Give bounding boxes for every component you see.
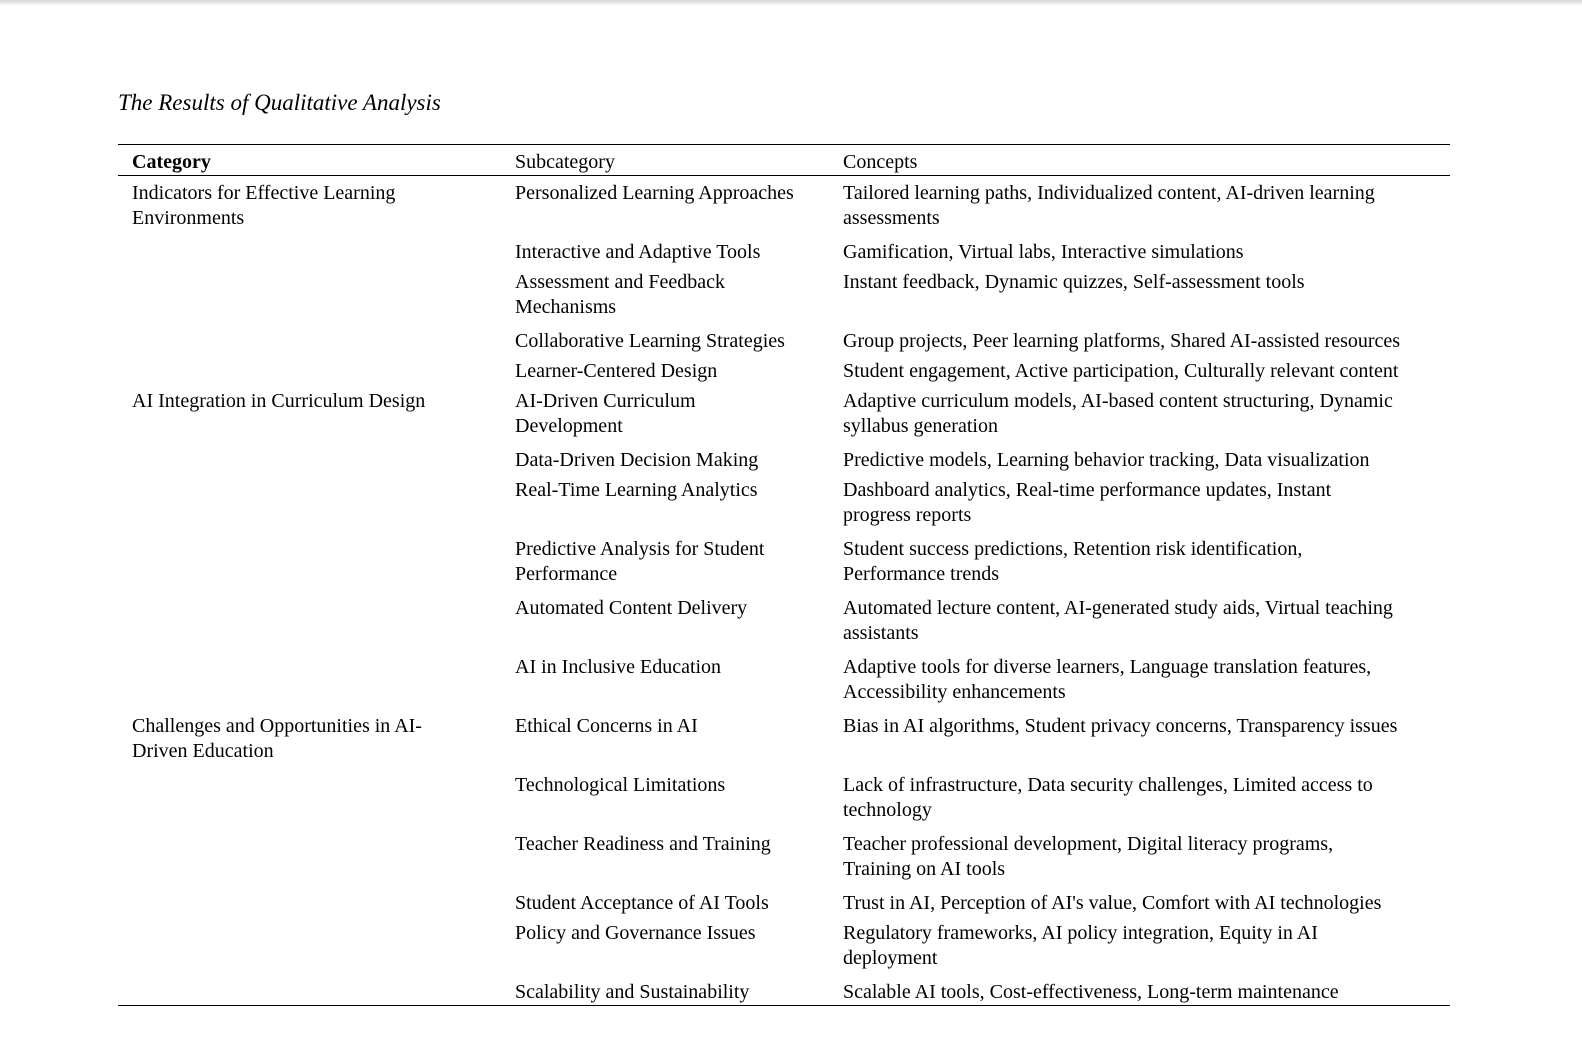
cell-category <box>118 709 501 768</box>
cell-concepts <box>829 591 1450 650</box>
table-row <box>118 886 1450 916</box>
cell-category <box>118 443 501 473</box>
subcategory-text-line: Data-Driven Decision Making <box>515 449 759 471</box>
cell-concepts <box>829 324 1450 354</box>
table-row <box>118 324 1450 354</box>
concepts-text-line: Adaptive tools for diverse learners, Language translation features, <box>843 656 1372 678</box>
cell-concepts <box>829 235 1450 265</box>
concepts-text-line: progress reports <box>843 504 972 526</box>
cell-subcategory <box>501 384 829 443</box>
cell-category <box>118 354 501 384</box>
table-row <box>118 532 1450 591</box>
table-row <box>118 265 1450 324</box>
subcategory-text-line: Development <box>515 415 623 437</box>
concepts-text-line: Regulatory frameworks, AI policy integration, Equity in AI <box>843 922 1318 944</box>
subcategory-text-line: Mechanisms <box>515 296 617 318</box>
cell-concepts <box>829 916 1450 975</box>
cell-subcategory <box>501 354 829 384</box>
cell-concepts <box>829 886 1450 916</box>
cell-category <box>118 975 501 1006</box>
subcategory-text-line: Automated Content Delivery <box>515 597 748 619</box>
cell-concepts <box>829 265 1450 324</box>
cell-concepts <box>829 384 1450 443</box>
category-text-line: AI Integration in Curriculum Design <box>132 390 426 412</box>
cell-subcategory <box>501 265 829 324</box>
table-row <box>118 916 1450 975</box>
top-edge-shadow <box>0 0 1582 6</box>
cell-subcategory <box>501 473 829 532</box>
concepts-text-line: Scalable AI tools, Cost-effectiveness, Long-term maintenance <box>843 981 1339 1003</box>
concepts-text-line: assessments <box>843 207 940 229</box>
concepts-text-line: deployment <box>843 947 938 969</box>
cell-subcategory <box>501 827 829 886</box>
concepts-text-line: Tailored learning paths, Individualized content, AI-driven learning <box>843 182 1375 204</box>
cell-category <box>118 827 501 886</box>
header-subcategory: Subcategory <box>515 151 615 173</box>
category-text-line: Environments <box>132 207 245 229</box>
cell-subcategory <box>501 650 829 709</box>
cell-subcategory <box>501 443 829 473</box>
cell-concepts <box>829 709 1450 768</box>
table-row <box>118 768 1450 827</box>
table-row <box>118 235 1450 265</box>
header-concepts: Concepts <box>843 151 918 173</box>
cell-subcategory <box>501 235 829 265</box>
concepts-text-line: Accessibility enhancements <box>843 681 1066 703</box>
cell-category <box>118 650 501 709</box>
concepts-text-line: Gamification, Virtual labs, Interactive simulations <box>843 241 1244 263</box>
subcategory-text-line: Policy and Governance Issues <box>515 922 756 944</box>
subcategory-text-line: Collaborative Learning Strategies <box>515 330 785 352</box>
cell-category <box>118 591 501 650</box>
concepts-text-line: Lack of infrastructure, Data security challenges, Limited access to <box>843 774 1373 796</box>
cell-category <box>118 265 501 324</box>
concepts-text-line: Performance trends <box>843 563 1000 585</box>
table-body <box>118 176 1450 1006</box>
concepts-text-line: Group projects, Peer learning platforms, Shared AI-assisted resources <box>843 330 1401 352</box>
cell-concepts <box>829 473 1450 532</box>
cell-concepts <box>829 827 1450 886</box>
concepts-text-line: technology <box>843 799 932 821</box>
table-title: The Results of Qualitative Analysis <box>118 90 441 115</box>
category-text-line: Driven Education <box>132 740 274 762</box>
header-category: Category <box>132 151 211 173</box>
concepts-text-line: syllabus generation <box>843 415 998 437</box>
subcategory-text-line: Ethical Concerns in AI <box>515 715 698 737</box>
concepts-text-line: Dashboard analytics, Real-time performance updates, Instant <box>843 479 1332 501</box>
qualitative-analysis-table <box>118 144 1450 1006</box>
table-row <box>118 443 1450 473</box>
subcategory-text-line: Student Acceptance of AI Tools <box>515 892 769 914</box>
cell-category <box>118 176 501 236</box>
subcategory-text-line: Predictive Analysis for Student <box>515 538 765 560</box>
concepts-text-line: Student engagement, Active participation, Culturally relevant content <box>843 360 1399 382</box>
concepts-text-line: Predictive models, Learning behavior tracking, Data visualization <box>843 449 1370 471</box>
cell-concepts <box>829 354 1450 384</box>
concepts-text-line: Trust in AI, Perception of AI's value, Comfort with AI technologies <box>843 892 1382 914</box>
subcategory-text-line: Learner-Centered Design <box>515 360 718 382</box>
concepts-text-line: assistants <box>843 622 919 644</box>
cell-concepts <box>829 176 1450 236</box>
cell-subcategory <box>501 975 829 1006</box>
cell-subcategory <box>501 324 829 354</box>
concepts-text-line: Bias in AI algorithms, Student privacy concerns, Transparency issues <box>843 715 1398 737</box>
table-row <box>118 709 1450 768</box>
cell-category <box>118 532 501 591</box>
subcategory-text-line: Scalability and Sustainability <box>515 981 750 1003</box>
table-row <box>118 473 1450 532</box>
category-text-line: Challenges and Opportunities in AI- <box>132 715 422 737</box>
qualitative-analysis-table-container <box>118 144 1450 1006</box>
concepts-text-line: Instant feedback, Dynamic quizzes, Self-assessment tools <box>843 271 1305 293</box>
cell-concepts <box>829 532 1450 591</box>
cell-subcategory <box>501 591 829 650</box>
subcategory-text-line: AI-Driven Curriculum <box>515 390 696 412</box>
cell-category <box>118 384 501 443</box>
cell-subcategory <box>501 176 829 236</box>
table-row <box>118 176 1450 236</box>
cell-category <box>118 235 501 265</box>
cell-category <box>118 916 501 975</box>
cell-subcategory <box>501 709 829 768</box>
table-row <box>118 591 1450 650</box>
cell-subcategory <box>501 886 829 916</box>
cell-category <box>118 768 501 827</box>
cell-category <box>118 473 501 532</box>
category-text-line: Indicators for Effective Learning <box>132 182 396 204</box>
cell-concepts <box>829 975 1450 1006</box>
subcategory-text-line: Real-Time Learning Analytics <box>515 479 758 501</box>
cell-category <box>118 886 501 916</box>
concepts-text-line: Student success predictions, Retention risk identification, <box>843 538 1303 560</box>
table-row <box>118 384 1450 443</box>
cell-concepts <box>829 443 1450 473</box>
header-row <box>118 145 1450 176</box>
cell-subcategory <box>501 916 829 975</box>
cell-concepts <box>829 650 1450 709</box>
concepts-text-line: Automated lecture content, AI-generated study aids, Virtual teaching <box>843 597 1393 619</box>
cell-subcategory <box>501 532 829 591</box>
subcategory-text-line: AI in Inclusive Education <box>515 656 722 678</box>
cell-category <box>118 324 501 354</box>
cell-subcategory <box>501 768 829 827</box>
cell-concepts <box>829 768 1450 827</box>
subcategory-text-line: Assessment and Feedback <box>515 271 725 293</box>
table-row <box>118 827 1450 886</box>
table-row <box>118 354 1450 384</box>
subcategory-text-line: Personalized Learning Approaches <box>515 182 794 204</box>
table-header <box>118 145 1450 176</box>
concepts-text-line: Training on AI tools <box>843 858 1006 880</box>
concepts-text-line: Teacher professional development, Digital literacy programs, <box>843 833 1334 855</box>
table-row <box>118 650 1450 709</box>
subcategory-text-line: Teacher Readiness and Training <box>515 833 771 855</box>
subcategory-text-line: Interactive and Adaptive Tools <box>515 241 761 263</box>
subcategory-text-line: Technological Limitations <box>515 774 726 796</box>
subcategory-text-line: Performance <box>515 563 618 585</box>
concepts-text-line: Adaptive curriculum models, AI-based content structuring, Dynamic <box>843 390 1393 412</box>
table-row <box>118 975 1450 1006</box>
